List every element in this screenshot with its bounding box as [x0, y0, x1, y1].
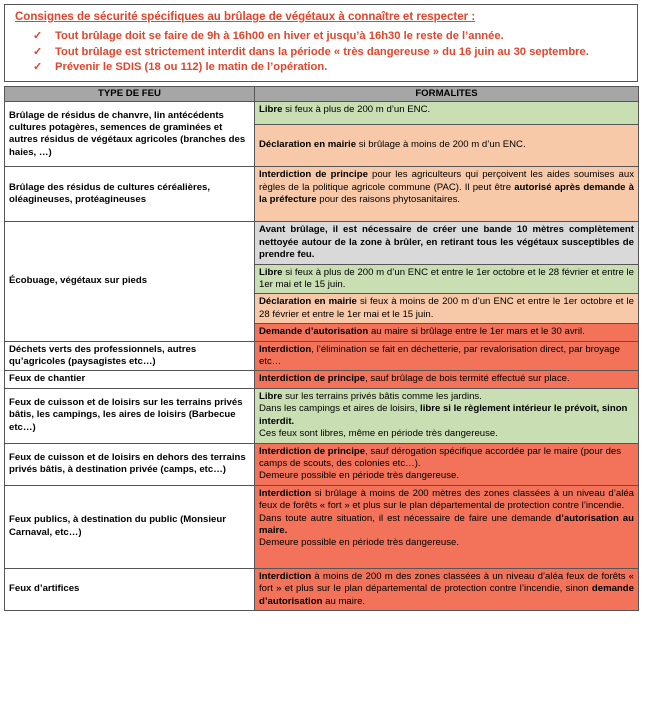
check-icon: ✓	[33, 45, 43, 58]
safety-instructions-box	[4, 4, 638, 82]
formalite-cell: Avant brûlage, il est nécessaire de créer une bande 10 mètres complètement nettoyée autour de la zone à brûler, en retirant tous les végétaux susceptibles de prendre feu.	[255, 222, 639, 264]
instruction-item: ✓ Tout brûlage doit se faire de 9h à 16h00 en hiver et jusqu’à 16h30 le reste de l’année.	[33, 29, 629, 45]
instructions-list	[15, 29, 629, 76]
formalite-cell: Interdiction à moins de 200 m des zones classées à un niveau d’aléa feux de forêts « fort » et plus sur le plan départemental de protection contre l’incendie, sinon demande d’autorisation au maire.	[255, 568, 639, 610]
formalite-cell: Déclaration en mairie si feux à moins de 200 m d’un ENC et entre le 1er octobre et le 28 février et entre le 1er mai et le 15 juin.	[255, 294, 639, 324]
table-row	[5, 443, 639, 485]
table-row	[5, 222, 639, 264]
table-row	[5, 341, 639, 371]
table-row	[5, 102, 639, 124]
type-cell: Feux publics, à destination du public (Monsieur Carnaval, etc…)	[5, 485, 255, 568]
header-type: TYPE DE FEU	[5, 87, 255, 102]
formalite-cell: Libre si feux à plus de 200 m d’un ENC et entre le 1er octobre et le 28 février et entre le 1er mai et le 15 juin.	[255, 264, 639, 294]
type-cell: Déchets verts des professionnels, autres qu’agricoles (paysagistes etc…)	[5, 341, 255, 371]
check-icon: ✓	[33, 30, 43, 42]
fire-rules-table	[4, 86, 639, 611]
type-cell: Feux de cuisson et de loisirs sur les terrains privés bâtis, les campings, les aires de loisirs (Barbecue etc…)	[5, 388, 255, 443]
table-header-row	[5, 87, 639, 102]
check-icon: ✓	[33, 61, 43, 73]
formalite-cell: Interdiction, l’élimination se fait en déchetterie, par revalorisation direct, par broyage etc…	[255, 341, 639, 371]
document	[4, 4, 638, 611]
instruction-item: ✓ Prévenir le SDIS (18 ou 112) le matin de l’opération.	[33, 60, 629, 76]
formalite-cell: Libre sur les terrains privés bâtis comme les jardins. Dans les campings et aires de loisirs, libre si le règlement intérieur le prévoit, sinon interdit. Ces feux sont libres, même en période très dangereuse.	[255, 388, 639, 443]
formalite-cell: Interdiction de principe, sauf dérogation spécifique accordée par le maire (pour des camps de scouts, des colonies etc…). Demeure possible en période très dangereuse.	[255, 443, 639, 485]
table-row	[5, 568, 639, 610]
header-formalites: FORMALITES	[255, 87, 639, 102]
formalite-cell: Interdiction si brûlage à moins de 200 mètres des zones classées à un niveau d’aléa feux de forêts « fort » et plus sur le plan départemental de protection contre l’incendie. Dans toute autre situation, il est nécessaire de faire une demande d’autorisation au maire. Demeure possible en période très dangereuse.	[255, 485, 639, 568]
type-cell: Écobuage, végétaux sur pieds	[5, 222, 255, 341]
type-cell: Feux d’artifices	[5, 568, 255, 610]
type-cell: Brûlage des résidus de cultures céréalières, oléagineuses, protéagineuses	[5, 167, 255, 222]
formalite-cell: Demande d’autorisation au maire si brûlage entre le 1er mars et le 30 avril.	[255, 324, 639, 341]
table-row	[5, 371, 639, 388]
formalite-cell: Interdiction de principe, sauf brûlage de bois termité effectué sur place.	[255, 371, 639, 388]
type-cell: Feux de cuisson et de loisirs en dehors des terrains privés bâtis, à destination privée (camps, etc…)	[5, 443, 255, 485]
table-row	[5, 167, 639, 222]
type-cell: Brûlage de résidus de chanvre, lin antécédents cultures potagères, semences de graminées et autres résidus de végétaux agricoles (branches des haies, …)	[5, 102, 255, 167]
type-cell: Feux de chantier	[5, 371, 255, 388]
formalite-cell: Déclaration en mairie si brûlage à moins de 200 m d’un ENC.	[255, 124, 639, 167]
table-row	[5, 388, 639, 443]
instruction-item: ✓ Tout brûlage est strictement interdit dans la période « très dangereuse » du 16 juin au 30 septembre.	[33, 45, 629, 61]
formalite-cell: Interdiction de principe pour les agriculteurs qui perçoivent les aides soumises aux règles de la politique agricole commune (PAC). Il peut être autorisé après demande à la préfecture pour des raisons phytosanitaires.	[255, 167, 639, 222]
table-row	[5, 485, 639, 568]
formalite-cell: Libre si feux à plus de 200 m d’un ENC.	[255, 102, 639, 124]
instructions-title: Consignes de sécurité spécifiques au brûlage de végétaux à connaître et respecter :	[15, 11, 476, 23]
